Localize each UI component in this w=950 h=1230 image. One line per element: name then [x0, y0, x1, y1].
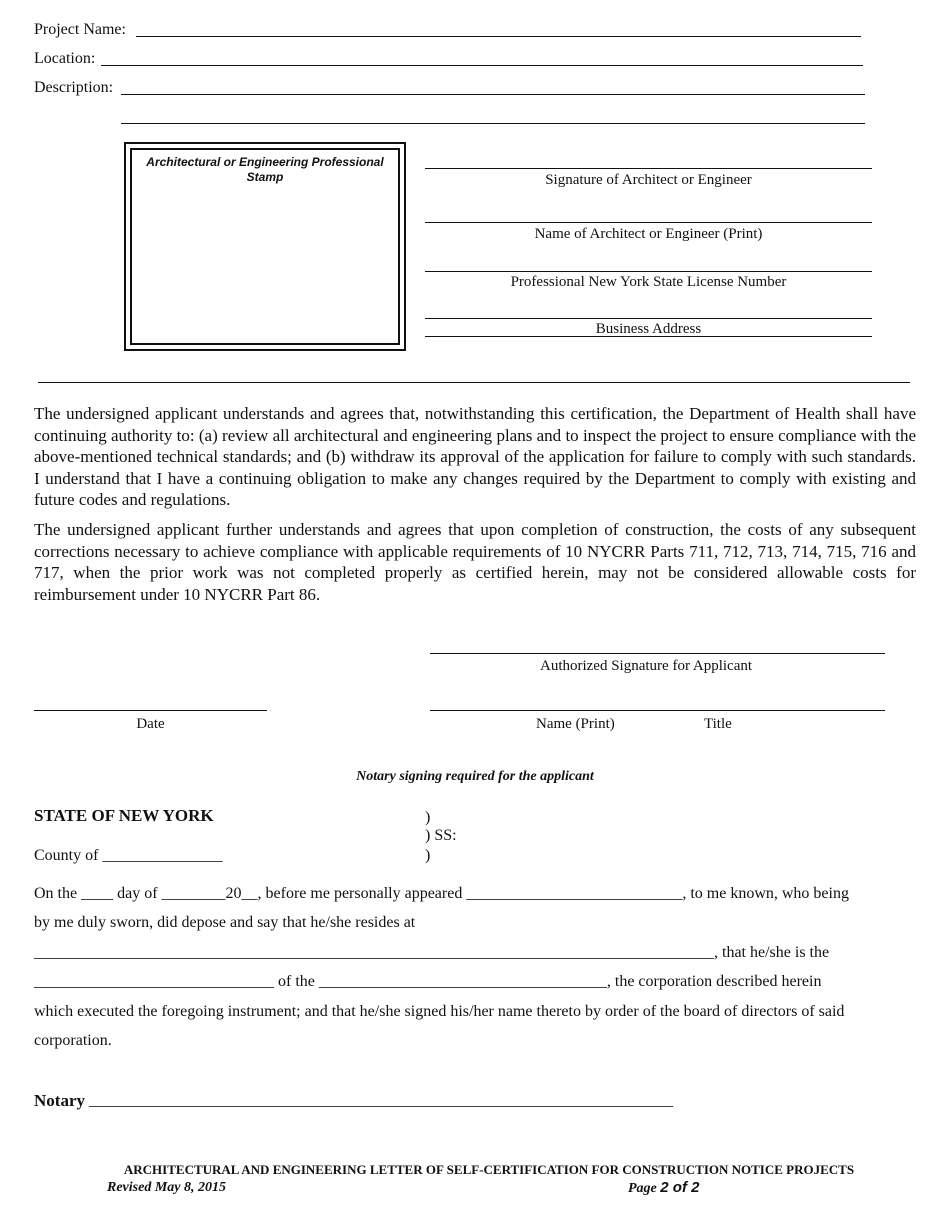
license-number-line[interactable] [425, 271, 872, 272]
notary-text-line-6: corporation. [34, 1032, 112, 1049]
footer-revised-date: Revised May 8, 2015 [107, 1180, 226, 1195]
ss-paren-3: ) [425, 847, 431, 864]
ss-label: ) SS: [425, 827, 457, 844]
notary-label: Notary [34, 1091, 85, 1110]
page-prefix: Page [628, 1181, 661, 1196]
project-name-label: Project Name: [34, 21, 126, 38]
page-count: 2 of 2 [660, 1179, 700, 1196]
notary-signature-field[interactable]: _________________________________________________________________________ [89, 1092, 673, 1109]
business-address-caption: Business Address [595, 321, 702, 337]
applicant-name-title-line[interactable] [430, 710, 885, 711]
agreement-paragraph-1: The undersigned applicant understands and agrees that, notwithstanding this certification, the Department of Health shall have continuing authority to: (a) review all architectural and engineering plans and to inspect the project to ensure compliance with the above-mentioned technical standards; and (b) withdraw its approval of the application for failure to comply with such standards. I understand that I have a continuing obligation to make any changes required by the Department to comply with existing and future codes and regulations. [34, 404, 916, 509]
business-address-underline [425, 336, 872, 337]
architect-signature-line[interactable] [425, 168, 872, 169]
title-caption: Title [704, 716, 732, 732]
stamp-title: Architectural or Engineering Professional Stamp [146, 155, 384, 184]
footer-page-number [628, 1179, 699, 1197]
project-name-field[interactable] [136, 36, 861, 37]
state-of-new-york: STATE OF NEW YORK [34, 806, 214, 825]
business-address-line[interactable] [425, 318, 872, 319]
notary-text-line-3: _____________________________________________________________________________________, that he/she is the [34, 944, 830, 961]
agreement-paragraph-2: The undersigned applicant further understands and agrees that upon completion of construction, the costs of any subsequent corrections necessary to achieve compliance with applicable requirements of 10 NYCRR Parts 711, 712, 713, 714, 715, 716 and 717, when the prior work was not completed properly as certified herein, may not be considered allowable costs for reimbursement under 10 NYCRR Part 86. [34, 520, 916, 604]
architect-name-caption: Name of Architect or Engineer (Print) [534, 226, 763, 242]
ss-paren-1: ) [425, 809, 431, 826]
applicant-signature-line[interactable] [430, 653, 885, 654]
notary-text-line-1: On the ____ day of ________20__, before me personally appeared ___________________________, to me known, who being [34, 885, 849, 902]
section-divider [38, 382, 910, 383]
date-line[interactable] [34, 710, 267, 711]
notary-text-line-4: ______________________________ of the ____________________________________, the corporation described herein [34, 973, 822, 990]
notary-required-note: Notary signing required for the applicant [356, 769, 594, 784]
architect-name-line[interactable] [425, 222, 872, 223]
architect-signature-caption: Signature of Architect or Engineer [545, 172, 752, 188]
notary-text-line-2: by me duly sworn, did depose and say that he/she resides at [34, 914, 416, 931]
county-field[interactable]: County of _______________ [34, 847, 223, 864]
professional-stamp-inner-border [130, 148, 400, 345]
applicant-signature-caption: Authorized Signature for Applicant [539, 658, 753, 674]
description-field-line-2[interactable] [121, 123, 865, 124]
description-label: Description: [34, 79, 114, 96]
description-field[interactable] [121, 94, 865, 95]
license-number-caption: Professional New York State License Number [510, 274, 787, 290]
name-print-caption: Name (Print) [536, 716, 615, 732]
location-field[interactable] [101, 65, 863, 66]
location-label: Location: [34, 50, 96, 67]
professional-stamp-box [124, 142, 406, 351]
footer-title: ARCHITECTURAL AND ENGINEERING LETTER OF SELF-CERTIFICATION FOR CONSTRUCTION NOTICE PROJECTS [123, 1162, 855, 1177]
date-caption: Date [136, 716, 165, 732]
notary-text-line-5: which executed the foregoing instrument; and that he/she signed his/her name thereto by order of the board of directors of said [34, 1003, 845, 1020]
